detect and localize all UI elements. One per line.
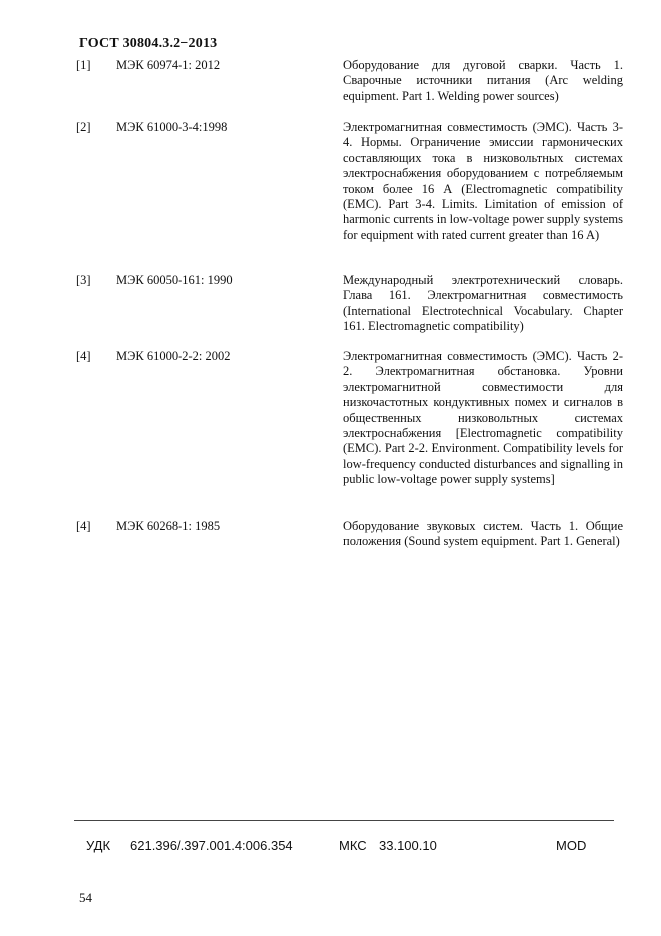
mks-value: 33.100.10 (379, 838, 437, 853)
reference-code: МЭК 61000-3-4:1998 (116, 120, 228, 134)
reference-code: МЭК 60050-161: 1990 (116, 273, 233, 287)
reference-number: [3] (76, 273, 91, 287)
reference-description: Электромагнитная совместимость (ЭМС). Часть 3-4. Нормы. Ограничение эмиссии гармонических составляющих тока в низковольтных системах электроснабжения оборудованием с потребляемым током более 16 А (Electromagnetic compatibility (EMC). Part 3-4. Limits. Limitation of emission of harmonic currents in low-voltage power supply systems for equipment with rated current greater than 16 A) (343, 120, 623, 242)
mod-marker: MOD (556, 838, 587, 853)
udk-value: 621.396/.397.001.4:006.354 (130, 838, 293, 853)
reference-description: Электромагнитная совместимость (ЭМС). Часть 2-2. Электромагнитная обстановка. Уровни электромагнитной совместимости для низкочастотных кондуктивных помех и сигналов в общественных низковольтных системах электроснабжения [Electromagnetic compatibility (EMC). Part 2-2. Environment. Compatibility levels for low-frequency conducted disturbances and signalling in public low-voltage power supply systems] (343, 349, 623, 487)
reference-description: Международный электротехнический словарь. Глава 161. Электромагнитная совместимость (International Electrotechnical Vocabulary. Chapter 161. Electromagnetic compatibility) (343, 273, 623, 334)
footer-divider (74, 820, 614, 821)
reference-code: МЭК 60268-1: 1985 (116, 519, 221, 533)
reference-code: МЭК 61000-2-2: 2002 (116, 349, 231, 363)
reference-number: [1] (76, 58, 91, 72)
reference-code: МЭК 60974-1: 2012 (116, 58, 221, 72)
document-header: ГОСТ 30804.3.2−2013 (79, 36, 218, 51)
mks-label: МКС (339, 838, 367, 853)
reference-number: [2] (76, 120, 91, 134)
reference-number: [4] (76, 519, 91, 533)
reference-description: Оборудование для дуговой сварки. Часть 1. Сварочные источники питания (Arc welding equipment. Part 1. Welding power sources) (343, 58, 623, 103)
udk-label: УДК (86, 838, 111, 853)
reference-number: [4] (76, 349, 91, 363)
page-number: 54 (79, 890, 92, 905)
reference-description: Оборудование звуковых систем. Часть 1. Общие положения (Sound system equipment. Part 1. General) (343, 519, 623, 549)
